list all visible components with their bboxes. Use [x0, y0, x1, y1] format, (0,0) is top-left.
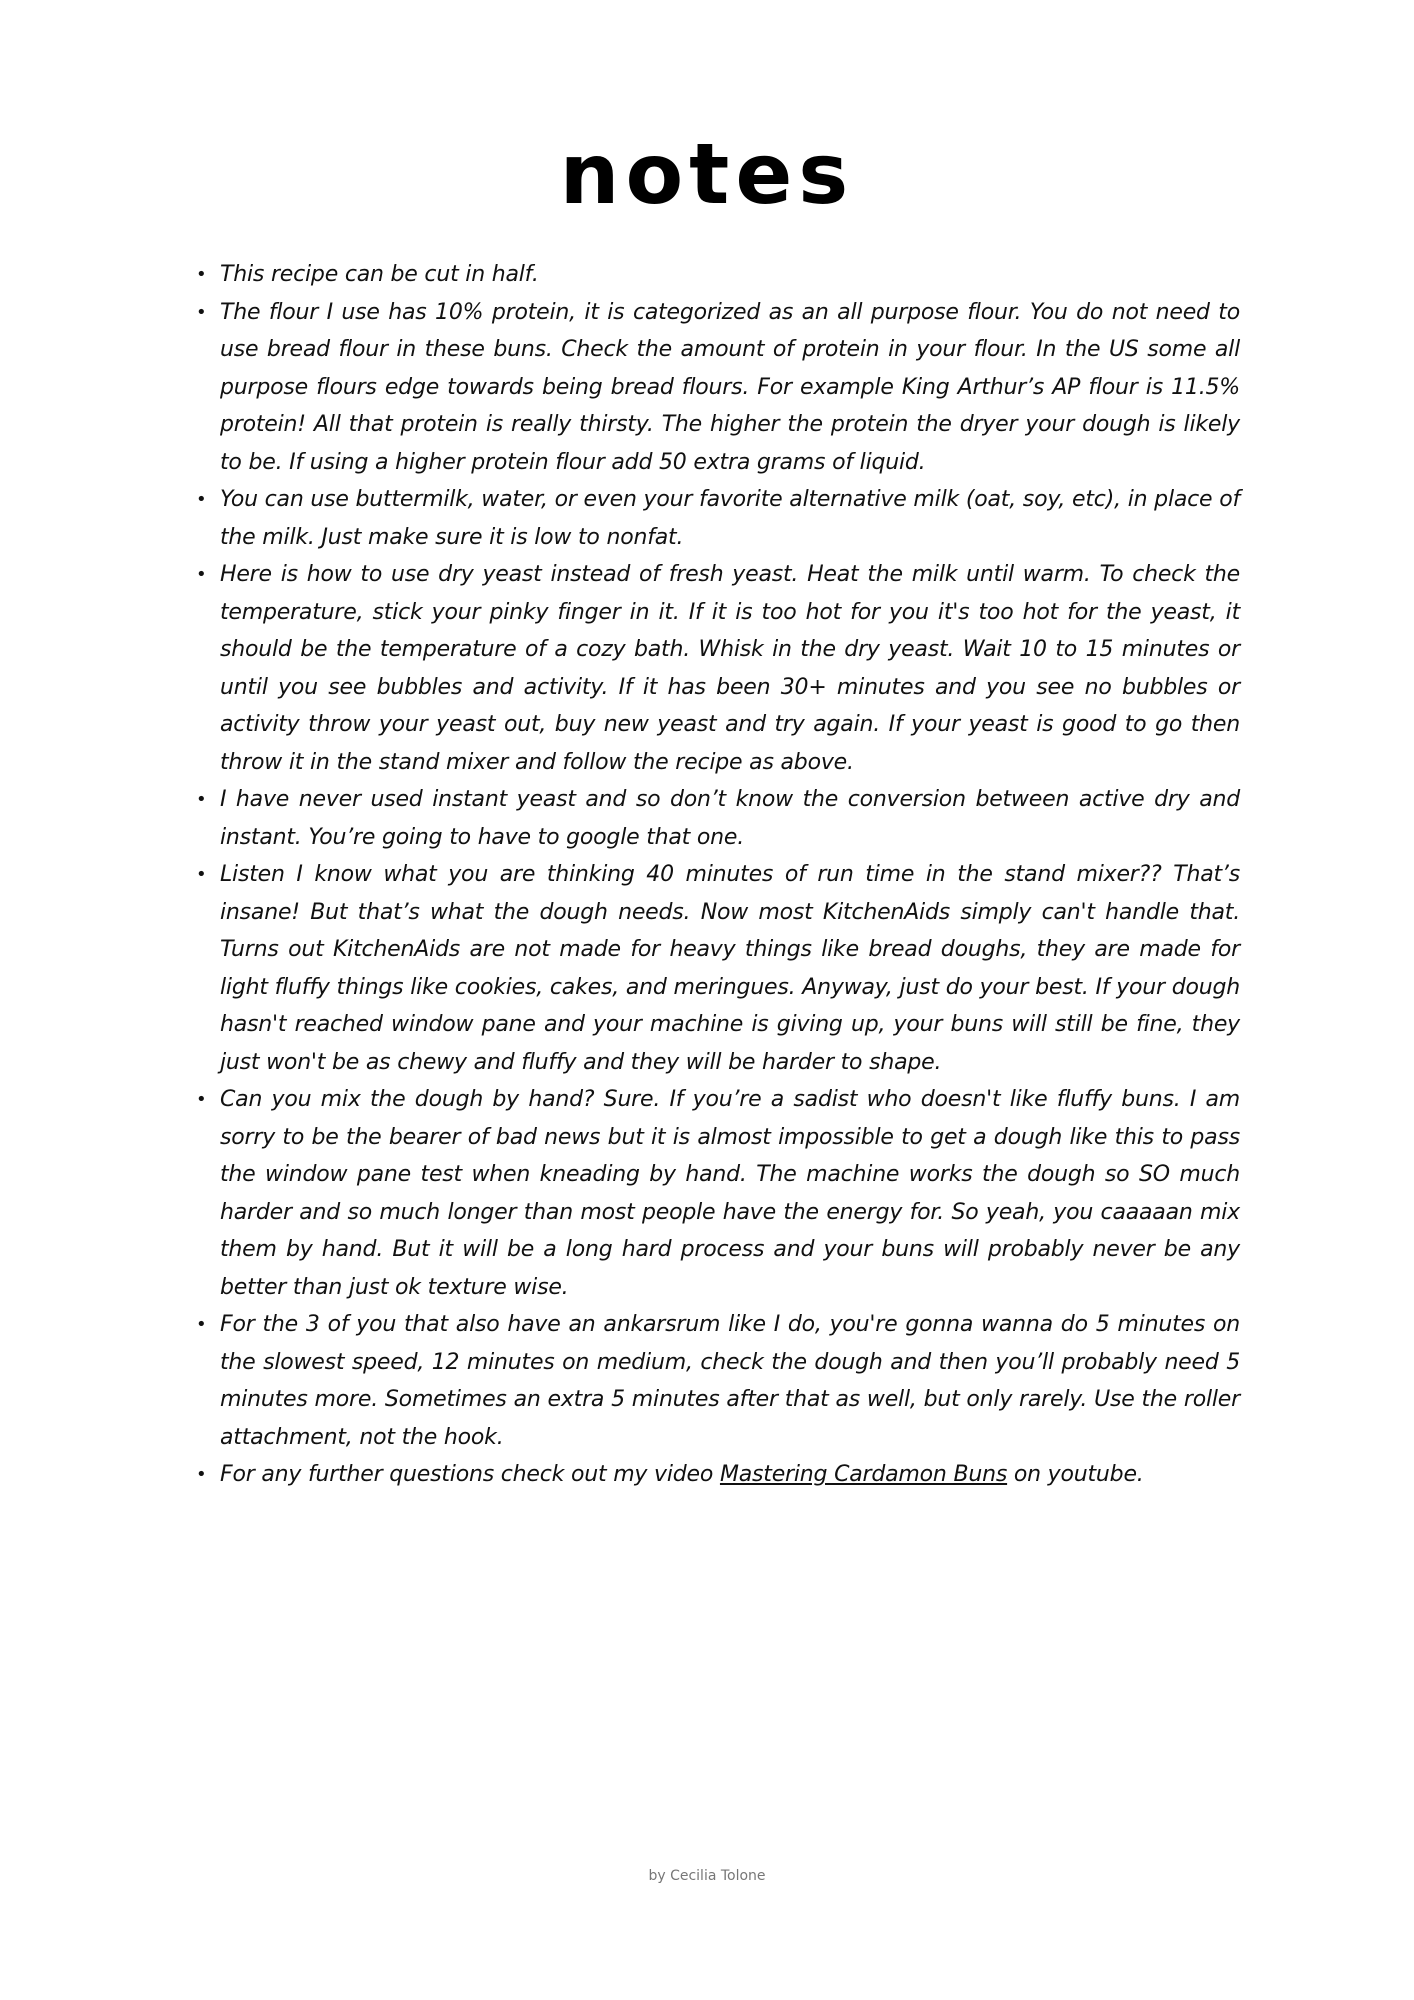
note-item-video	[196, 1456, 1240, 1494]
bullet-icon: •	[196, 864, 207, 885]
note-item	[196, 1306, 1240, 1456]
bullet-icon: •	[196, 489, 207, 510]
note-text: You can use buttermilk, water, or even your favorite alternative milk (oat, soy, etc), in place of the milk. Just make sure it is low to nonfat.	[220, 487, 1240, 550]
note-item	[196, 556, 1240, 781]
note-text: For the 3 of you that also have an ankarsrum like I do, you're gonna wanna do 5 minutes on the slowest speed, 12 minutes on medium, check the dough and then you’ll probably need 5 minutes more. Sometimes an extra 5 minutes after that as well, but only rarely. Use the roller attachment, not the hook.	[220, 1312, 1240, 1450]
note-item	[196, 294, 1240, 482]
note-item	[196, 1081, 1240, 1306]
note-text-before-link: For any further questions check out my video	[220, 1462, 720, 1487]
bullet-icon: •	[196, 1464, 207, 1485]
note-text: Listen I know what you are thinking 40 minutes of run time in the stand mixer?? That’s insane! But that’s what the dough needs. Now most KitchenAids simply can't handle that. Turns out KitchenAids are not made for heavy things like bread doughs, they are made for light fluffy things like cookies, cakes, and meringues. Anyway, just do your best. If your dough hasn't reached window pane and your machine is giving up, your buns will still be fine, they just won't be as chewy and fluffy and they will be harder to shape.	[220, 862, 1240, 1075]
bullet-icon: •	[196, 264, 207, 285]
note-text: I have never used instant yeast and so don’t know the conversion between active dry and instant. You’re going to have to google that one.	[220, 787, 1240, 850]
note-item	[196, 856, 1240, 1081]
note-item	[196, 481, 1240, 556]
note-text: The flour I use has 10% protein, it is categorized as an all purpose flour. You do not need to use bread flour in these buns. Check the amount of protein in your flour. In the US some all purpose flours edge towards being bread flours. For example King Arthur’s AP flour is 11.5% protein! All that protein is really thirsty. The higher the protein the dryer your dough is likely to be. If using a higher protein flour add 50 extra grams of liquid.	[220, 299, 1240, 475]
note-text: Here is how to use dry yeast instead of fresh yeast. Heat the milk until warm. To check the temperature, stick your pinky finger in it. If it is too hot for you it's too hot for the yeast, it should be the temperature of a cozy bath. Whisk in the dry yeast. Wait 10 to 15 minutes or until you see bubbles and activity. If it has been 30+ minutes and you see no bubbles or activity throw your yeast out, buy new yeast and try again. If your yeast is good to go then throw it in the stand mixer and follow the recipe as above.	[220, 562, 1240, 775]
page-title: notes	[559, 125, 855, 223]
note-text: Can you mix the dough by hand? Sure. If you’re a sadist who doesn't like fluffy buns. I am sorry to be the bearer of bad news but it is almost impossible to get a dough like this to pass the window pane test when kneading by hand. The machine works the dough so SO much harder and so much longer than most people have the energy for. So yeah, you caaaaan mix them by hand. But it will be a long hard process and your buns will probably never be any better than just ok texture wise.	[220, 1087, 1240, 1300]
bullet-icon: •	[196, 564, 207, 585]
author-credit: by Cecilia Tolone	[648, 1868, 766, 1884]
note-item	[196, 256, 1240, 294]
note-text-after-link: on youtube.	[1007, 1462, 1144, 1487]
notes-list	[196, 256, 1240, 1494]
bullet-icon: •	[196, 789, 207, 810]
note-text: This recipe can be cut in half.	[220, 262, 539, 287]
bullet-icon: •	[196, 301, 207, 323]
note-item	[196, 781, 1240, 856]
video-link[interactable]: Mastering Cardamon Buns	[719, 1462, 1008, 1487]
bullet-icon: •	[196, 1314, 207, 1335]
bullet-icon: •	[196, 1089, 207, 1110]
